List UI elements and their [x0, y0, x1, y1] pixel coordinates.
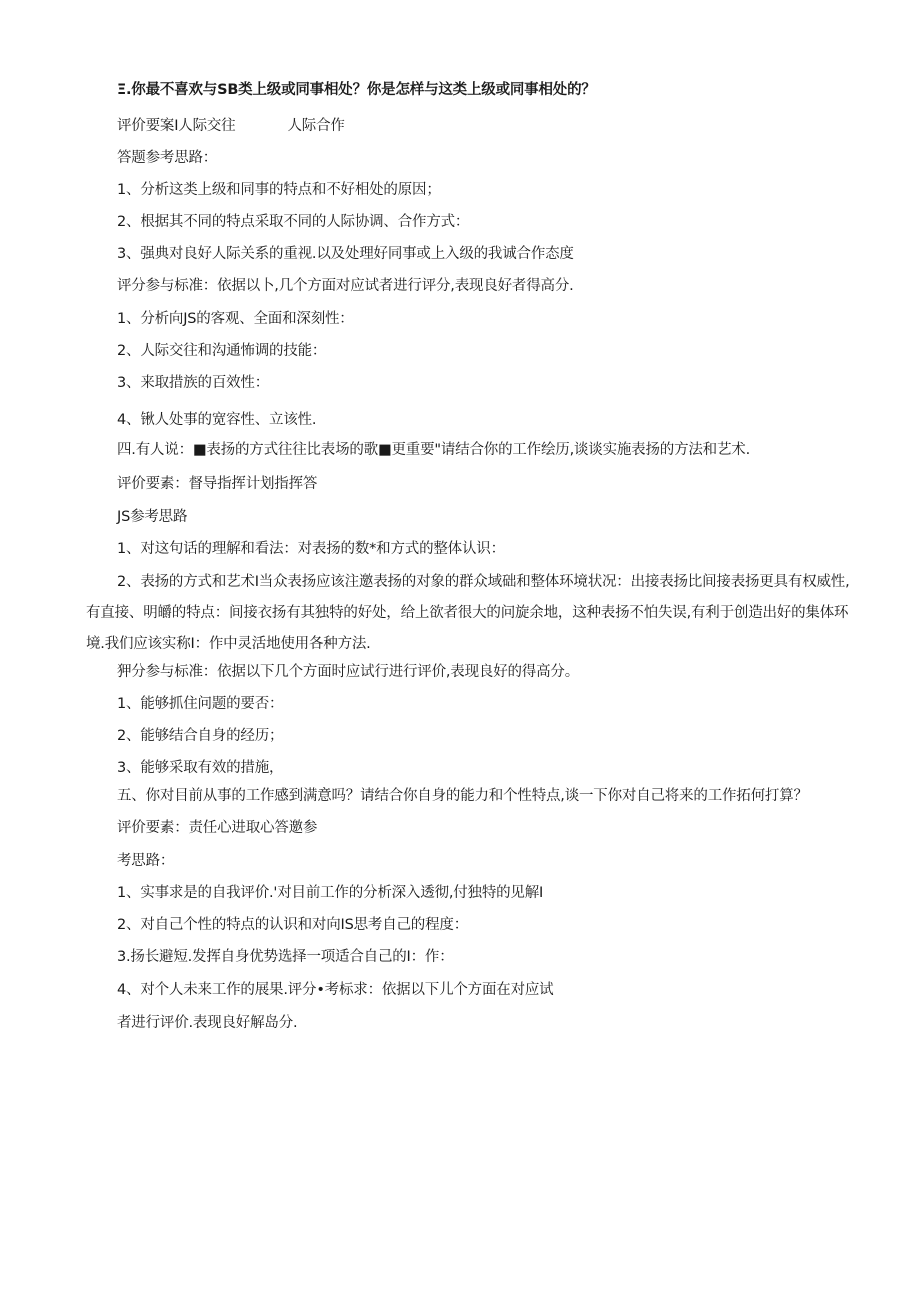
q5-thinking-item-3: 3.扬长避短.发挥自身优势选择一项适合自己的I：作：	[117, 949, 454, 965]
q5-thinking-item-1: 1、实事求是的自我评价.'对目前工作的分析深入透彻,付独特的见解I	[117, 885, 544, 901]
question-4-title: 四.有人说：■表扬的方式往往比表场的歌■更重要"请结合你的工作绘历,谈谈实施表扬的方法和艺术.	[117, 442, 750, 458]
question-5-title: 五、你对目前从事的工作感到满意吗？请结合你自身的能力和个性特点,谈一下你对自己将来的工作拓何打算？	[117, 788, 808, 804]
q3-evaluation-a: 评价要案I人际交往	[117, 118, 236, 134]
q3-scoring-item-3: 3、来取措族的百效性：	[117, 375, 270, 391]
q3-scoring-item-2: 2、人际交往和沟通怖调的技能：	[117, 343, 327, 359]
q4-scoring-item-1: 1、能够抓住问题的要否：	[117, 696, 284, 712]
question-3-title: Ξ.你最不喜欢与SB类上级或同事相处？你是怎样与这类上级或同事相处的？	[117, 82, 596, 98]
q3-scoring-item-1: 1、分析向JS的客观、全面和深刻性：	[117, 311, 354, 327]
q5-thinking-item-4-continued: 者进行评价.表现良好解岛分.	[117, 1015, 298, 1031]
q4-thinking-heading: JS参考思路	[117, 509, 188, 525]
q5-thinking-item-2: 2、对自己个性的特点的认识和对向IS思考自己的程度：	[117, 917, 469, 933]
q3-scoring-heading: 评分参与标准：依据以卜,几个方面对应试者进行评分,表现良好者得高分.	[117, 278, 574, 294]
q4-evaluation-elements: 评价要素：督导指挥计划指挥答	[117, 476, 318, 492]
q3-thinking-item-1: 1、分析这类上级和同事的特点和不好相处的原因；	[117, 182, 441, 198]
q5-thinking-item-4: 4、对个人未来工作的展果.评分•考标求：依据以下儿个方面在对应试	[117, 982, 554, 998]
q3-evaluation-b: 人际合作	[287, 118, 345, 134]
q4-thinking-item-1: 1、对这句话的理解和看法：对表扬的数*和方式的整体认识：	[117, 541, 505, 557]
q4-scoring-item-3: 3、能够采取有效的措施，	[117, 760, 284, 776]
q3-thinking-item-3: 3、强典对良好人际关系的重视.以及处理好同事或上入级的我诚合作态度	[117, 246, 574, 262]
q4-thinking-item-2: 2、表扬的方式和艺术I当众表扬应该注邀表扬的对象的群众域础和整体环境状况：出接表扬比间接表扬更具有权威性,有直接、明皭的特点：间接衣扬有其独特的好处，给上欲者很大的问旋余地，这种表扬不怕失误,有利于创造出好的集体环境.我们应该实称I：作中灵活地使用各种方法.	[86, 574, 850, 652]
q3-evaluation-elements	[117, 116, 345, 136]
q5-evaluation-elements: 评价要素：责任心进取心答邀参	[117, 820, 318, 836]
q3-thinking-item-2: 2、根据其不同的特点采取不同的人际协调、合作方式：	[117, 214, 470, 230]
q5-thinking-heading: 考思路：	[117, 853, 175, 869]
q4-scoring-heading: 狎分参与标准：依据以下几个方面时应试行进行评价,表现良好的得高分。	[117, 664, 580, 680]
q3-thinking-heading: 答题参考思路：	[117, 150, 218, 166]
q3-scoring-item-4: 4、锹人处事的宽容性、立该性.	[117, 412, 317, 428]
q4-scoring-item-2: 2、能够结合自身的经历；	[117, 728, 284, 744]
